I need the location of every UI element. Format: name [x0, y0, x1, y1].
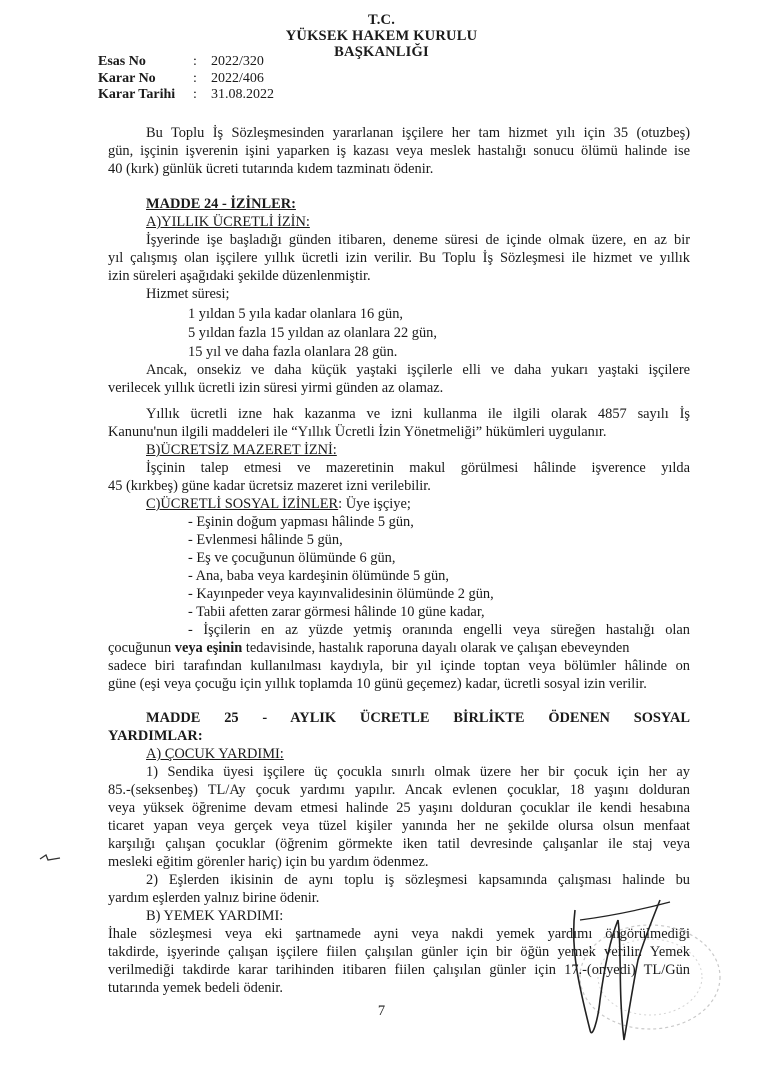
- paragraph-line: İhale sözleşmesi veya eki şartnamede ayni veya nakdi yemek yardımı öngörülmediği: [108, 926, 690, 942]
- paragraph-line: karşılığı çalışan çocuklar (öğrenim görmekte iken tatil devresinde çalışanlar ile staj veya: [108, 836, 690, 852]
- social-leave-item: - İşçilerin en az yüzde yetmiş oranında engelli veya süreğen hastalığı olan: [188, 622, 690, 638]
- meta-row-karar: [98, 71, 274, 88]
- intro-line: gün, işçinin işverenin işini yaparken iş kazası veya meslek hastalığı sonucu ölümü halinde ise: [108, 143, 690, 159]
- paragraph-line: 45 (kırkbeş) güne kadar ücretsiz mazeret izni verilebilir.: [108, 478, 431, 494]
- paragraph-line: ticaret yapan veya gerçek veya tüzel kişiler yanında her ne şekilde olursa olsun menfaat: [108, 818, 690, 834]
- meta-value: 2022/406: [211, 70, 264, 86]
- paragraph-line: takdirde, işyerinde çalışan işçilere fiilen çalışılan günler için bir öğün yemek verilir. Yemek: [108, 944, 690, 960]
- text-run-bold: veya eşinin: [174, 640, 243, 656]
- meta-value: 31.08.2022: [211, 87, 274, 102]
- meta-colon: :: [193, 70, 197, 86]
- intro-line: Bu Toplu İş Sözleşmesinden yararlanan işçilere her tam hizmet yılı için 35 (otuzbeş): [146, 125, 690, 141]
- social-leave-item: - Eşinin doğum yapması hâlinde 5 gün,: [188, 514, 414, 530]
- section-c-heading: [146, 496, 411, 513]
- social-leave-item: - Evlenmesi hâlinde 5 gün,: [188, 532, 343, 548]
- meta-key: Esas No: [98, 54, 146, 69]
- intro-line: 40 (kırk) günlük ücreti tutarında kıdem tazminatı ödenir.: [108, 161, 434, 177]
- meta-key: Karar No: [98, 70, 156, 86]
- meta-row-tarih: [98, 87, 274, 104]
- text-run: çocuğunun: [108, 640, 175, 656]
- child-aid-title: A) ÇOCUK YARDIMI:: [146, 746, 284, 762]
- paragraph-line: izin süreleri aşağıdaki şekilde düzenlenmiştir.: [108, 268, 371, 284]
- meta-row-esas: [98, 54, 274, 71]
- paragraph-line: 1) Sendika üyesi işçilere üç çocukla sınırlı olmak üzere her bir çocuk için her ay: [146, 764, 690, 780]
- meta-value: 2022/320: [211, 54, 264, 69]
- paragraph-line: güne (eşi veya çocuğu için yıllık toplamda 10 günü geçemez) kadar, ücretli sosyal izin verilir.: [108, 676, 647, 692]
- section-c-title: C)ÜCRETLİ SOSYAL İZİNLER: [146, 496, 339, 512]
- paragraph-line: İşçinin talep etmesi ve mazeretinin makul görülmesi hâlinde işverence yılda: [146, 460, 690, 476]
- social-leave-item: - Tabii afetten zarar görmesi hâlinde 10 güne kadar,: [188, 604, 485, 620]
- social-leave-item: - Ana, baba veya kardeşinin ölümünde 5 gün,: [188, 568, 449, 584]
- paragraph-line: 85.-(seksenbeş) TL/Ay çocuk yardımı yapılır. Ancak evlenen çocuklar, 18 yaşını dolduran: [108, 782, 690, 798]
- meta-key: Karar Tarihi: [98, 87, 176, 102]
- meta-colon: :: [193, 87, 197, 102]
- article-24-title: MADDE 24 - İZİNLER:: [146, 196, 296, 212]
- paragraph-line: Kanunu'nun ilgili maddeleri ile “Yıllık Ücretli İzin Yönetmeliği” hükümleri uygulanır.: [108, 424, 607, 440]
- paragraph-line: yardım eşlerden yalnız birine ödenir.: [108, 890, 320, 906]
- paragraph-line: mesleki eğitim görenler hariç) için bu yardım ödenmez.: [108, 854, 429, 870]
- paragraph-line: Yıllık ücretli izne hak kazanma ve izni kullanma ile ilgili olarak 4857 sayılı İş: [146, 406, 690, 422]
- paragraph-line: veya yüksek öğrenime devam etmesi halinde 25 yaşını dolduran çocuklar ile kendi hesabına: [108, 800, 690, 816]
- header-presidency: BAŞKANLIĞI: [334, 44, 429, 60]
- leave-tier: 5 yıldan fazla 15 yıldan az olanlara 22 gün,: [188, 325, 437, 341]
- leave-tier: 15 yıl ve daha fazla olanlara 28 gün.: [188, 344, 398, 360]
- header-tc: T.C.: [367, 12, 396, 28]
- paragraph-line: yıl çalışmış olan işçilere yıllık ücretli izin verilir. Bu Toplu İş Sözleşmesi ile hizmet ve yıllık: [108, 250, 690, 266]
- leave-tier: 1 yıldan 5 yıla kadar olanlara 16 gün,: [188, 306, 403, 322]
- section-a-title: A)YILLIK ÜCRETLİ İZİN:: [146, 214, 310, 230]
- paragraph-line: Ancak, onsekiz ve daha küçük yaştaki işçilerle elli ve daha yukarı yaştaki işçilere: [146, 362, 690, 378]
- section-c-rest: : Üye işçiye;: [338, 496, 411, 512]
- paragraph-line: tutarında yemek bedeli ödenir.: [108, 980, 284, 996]
- paragraph-line: sadece biri tarafından kullanılması kaydıyla, bir yıl içinde toptan veya bölümler hâlinde on: [108, 658, 690, 674]
- paragraph-line: İşyerinde işe başladığı günden itibaren, deneme süresi de içinde olmak üzere, en az bir: [146, 232, 690, 248]
- header-institution: YÜKSEK HAKEM KURULU: [285, 28, 478, 44]
- paragraph-line: [108, 640, 630, 657]
- paragraph-line: 2) Eşlerden ikisinin de aynı toplu iş sözleşmesi kapsamında çalışması halinde bu: [146, 872, 690, 888]
- case-meta: [98, 54, 274, 104]
- social-leave-item: - Eş ve çocuğunun ölümünde 6 gün,: [188, 550, 396, 566]
- social-leave-item: - Kayınpeder veya kayınvalidesinin ölümünde 2 gün,: [188, 586, 494, 602]
- meta-colon: :: [193, 54, 197, 69]
- page-number: 7: [377, 1003, 386, 1019]
- paragraph-line: verilmediği takdirde karar tarihinden itibaren fiilen çalışılan günler için 17.-(onyedi) TL/Gün: [108, 962, 690, 978]
- article-25-title: MADDE 25 - AYLIK ÜCRETLE BİRLİKTE ÖDENEN SOSYAL: [146, 710, 690, 726]
- section-b-title: B)ÜCRETSİZ MAZERET İZNİ:: [146, 442, 337, 458]
- text-run: tedavisinde, hastalık raporuna dayalı olarak ve çalışan ebeveynden: [242, 640, 630, 656]
- paragraph-line: verilecek yıllık ücretli izin süresi yirmi günden az olamaz.: [108, 380, 444, 396]
- service-label: Hizmet süresi;: [146, 286, 230, 302]
- meal-aid-title: B) YEMEK YARDIMI:: [146, 908, 284, 924]
- margin-check-mark: [38, 850, 62, 866]
- article-25-title-cont: YARDIMLAR:: [108, 728, 203, 744]
